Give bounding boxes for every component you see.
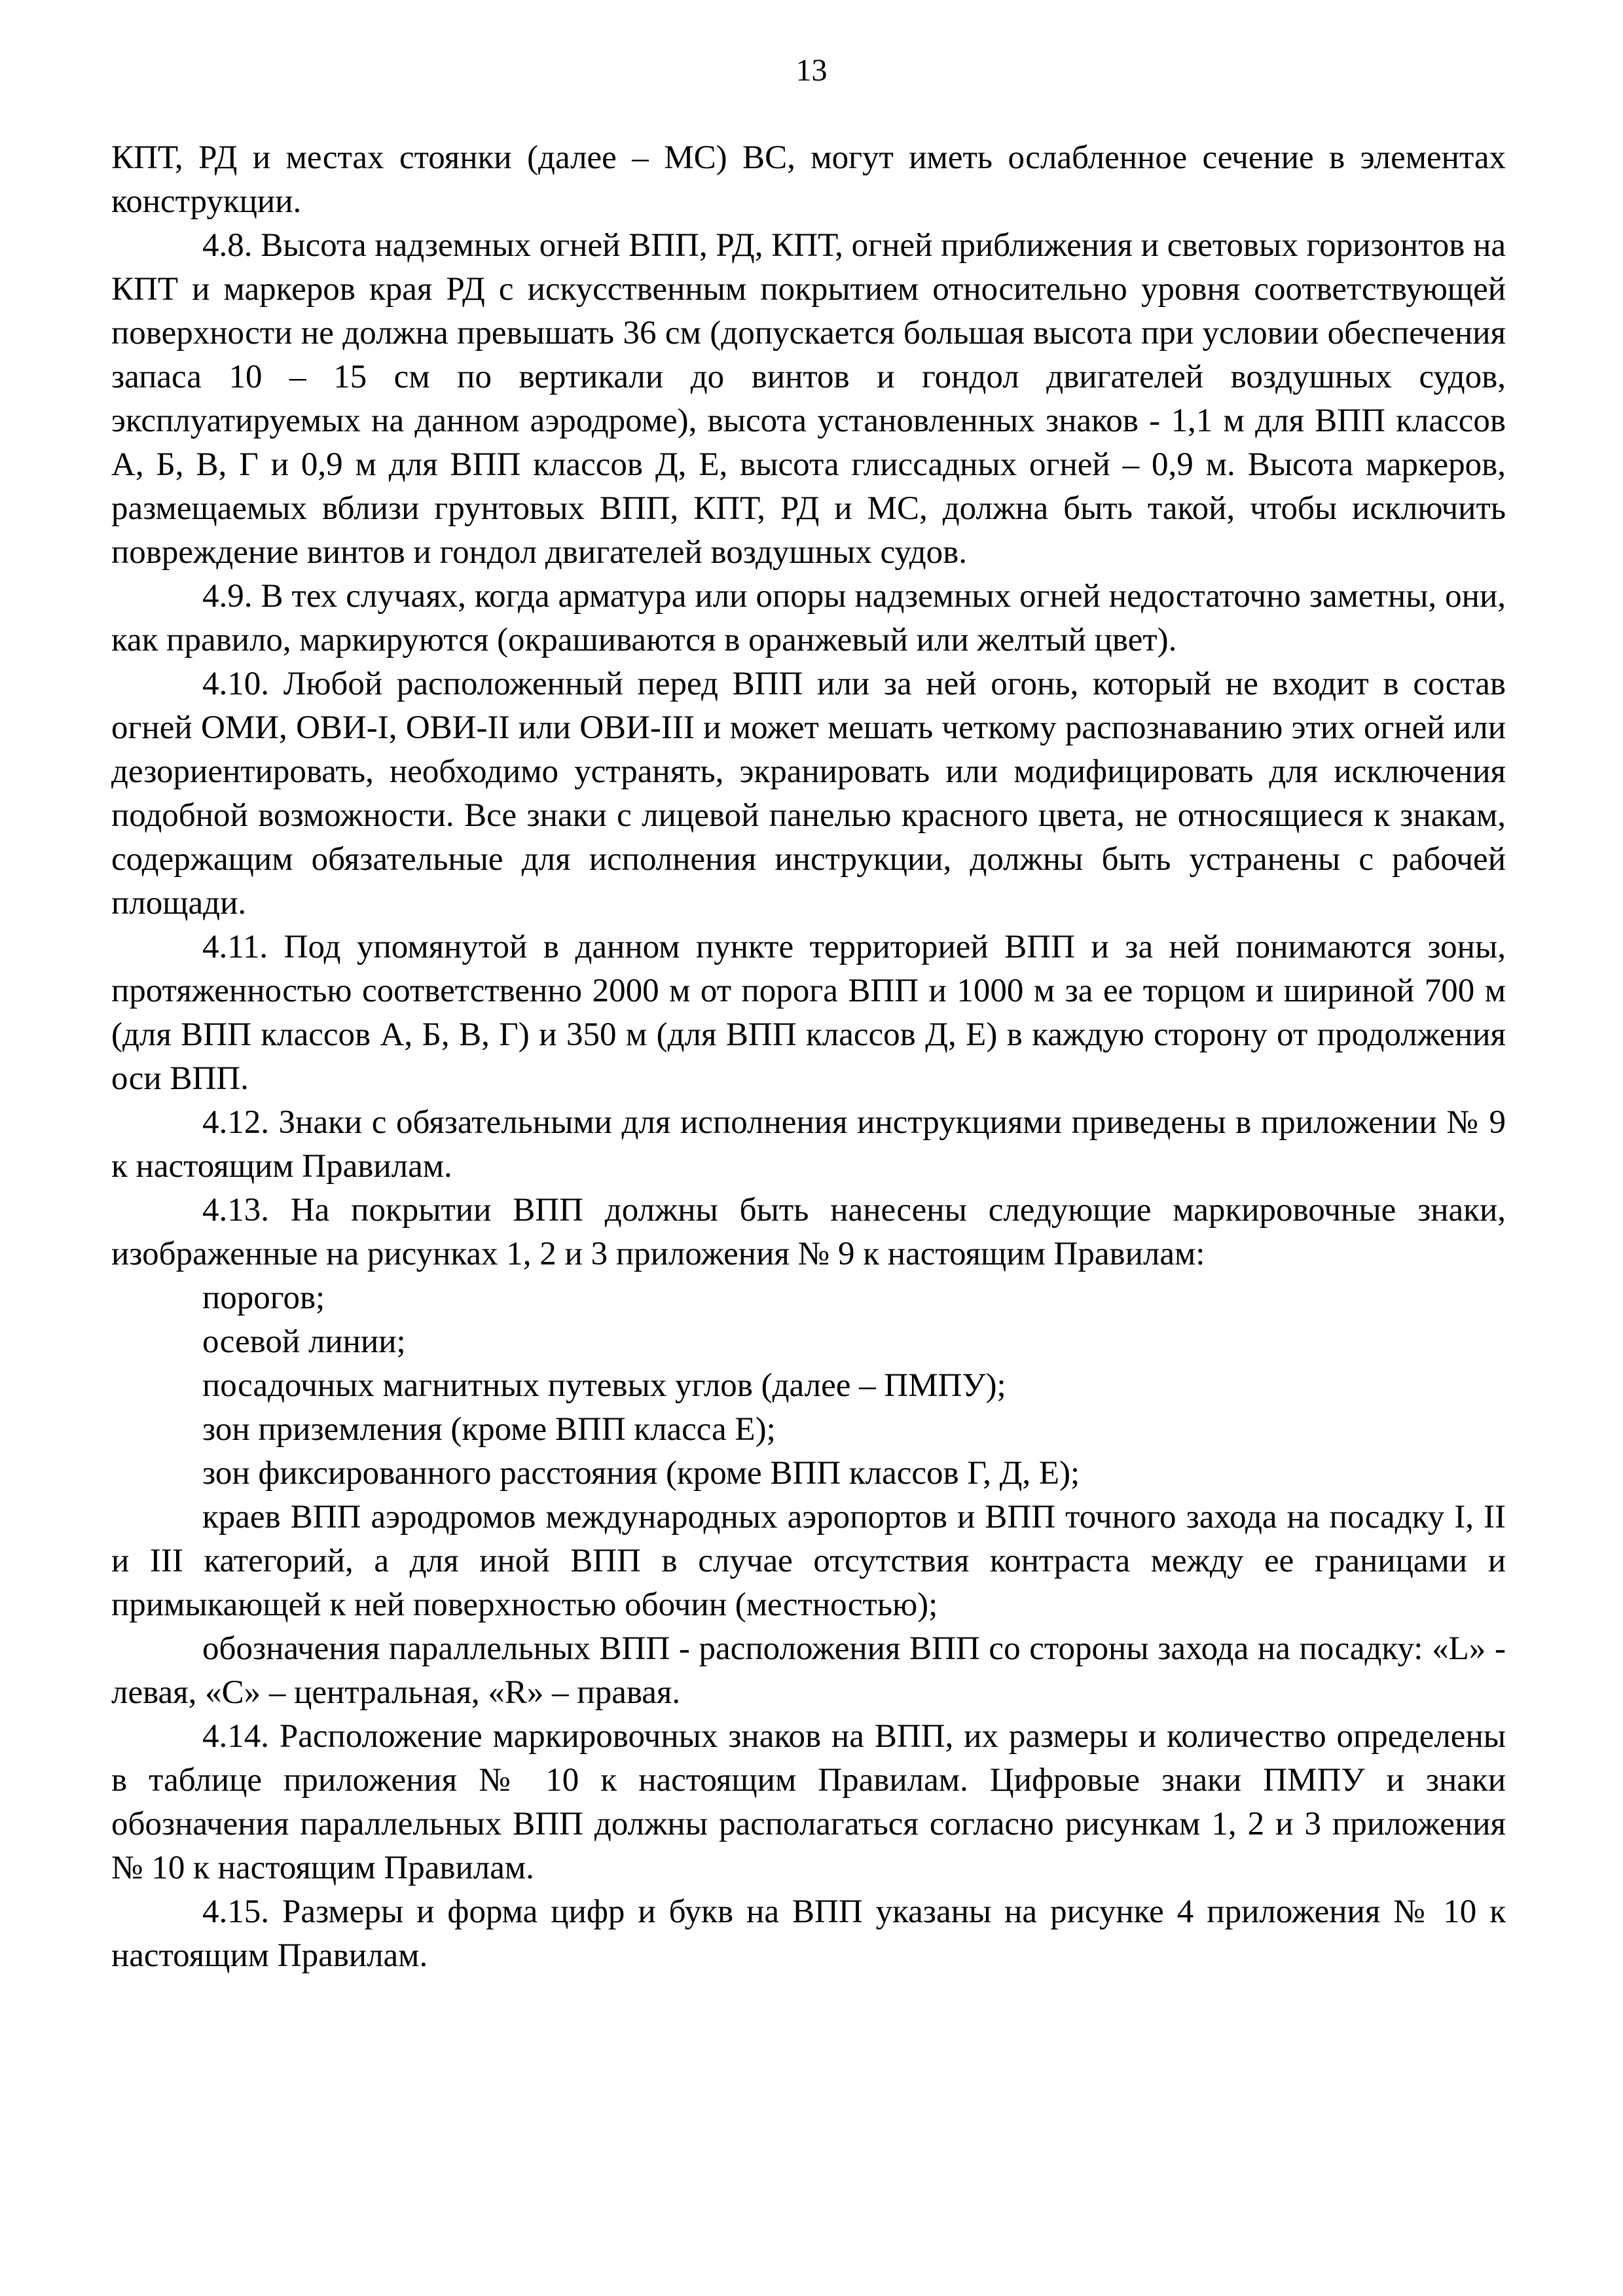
list-item: осевой линии; xyxy=(202,1323,406,1360)
page-number: 13 xyxy=(795,53,828,88)
list-item: зон приземления (кроме ВПП класса Е); xyxy=(202,1411,776,1448)
paragraph-continuation: КПТ, РД и местах стоянки (далее – МС) ВС, могут иметь ослабленное сечение в элементах конструкции. xyxy=(111,139,1506,220)
list-item: порогов; xyxy=(202,1280,325,1316)
paragraph-4-9: 4.9. В тех случаях, когда арматура или опоры надземных огней недостаточно заметны, они, как правило, маркируются (окрашиваются в оранжевый или желтый цвет). xyxy=(111,578,1506,658)
paragraph-4-8: 4.8. Высота надземных огней ВПП, РД, КПТ, огней приближения и световых горизонтов на КПТ и маркеров края РД с искусственным покрытием относительно уровня соответствующей поверхности не должна превышать 36 см (допускается большая высота при условии обеспечения запаса 10 – 15 см по вертикали до винтов и гондол двигателей воздушных судов, эксплуатируемых на данном аэродроме), высота установленных знаков - 1,1 м для ВПП классов А, Б, В, Г и 0,9 м для ВПП классов Д, Е, высота глиссадных огней – 0,9 м. Высота маркеров, размещаемых вблизи грунтовых ВПП, КПТ, РД и МС, должна быть такой, чтобы исключить повреждение винтов и гондол двигателей воздушных судов. xyxy=(111,227,1506,571)
document-body xyxy=(111,136,1506,1978)
paragraph-4-11: 4.11. Под упомянутой в данном пункте территорией ВПП и за ней понимаются зоны, протяженностью соответственно 2000 м от порога ВПП и 1000 м за ее торцом и шириной 700 м (для ВПП классов А, Б, В, Г) и 350 м (для ВПП классов Д, Е) в каждую сторону от продолжения оси ВПП. xyxy=(111,929,1506,1097)
list-item: краев ВПП аэродромов международных аэропортов и ВПП точного захода на посадку I, II и III категорий, а для иной ВПП в случае отсутствия контраста между ее границами и примыкающей к ней поверхностью обочин (местностью); xyxy=(111,1499,1506,1623)
paragraph-4-12: 4.12. Знаки с обязательными для исполнения инструкциями приведены в приложении № 9 к настоящим Правилам. xyxy=(111,1104,1506,1185)
list-item: зон фиксированного расстояния (кроме ВПП классов Г, Д, Е); xyxy=(202,1455,1080,1492)
list-item: посадочных магнитных путевых углов (далее – ПМПУ); xyxy=(202,1367,1006,1404)
paragraph-4-14: 4.14. Расположение маркировочных знаков на ВПП, их размеры и количество определены в таблице приложения № 10 к настоящим Правилам. Цифровые знаки ПМПУ и знаки обозначения параллельных ВПП должны располагаться согласно рисункам 1, 2 и 3 приложения № 10 к настоящим Правилам. xyxy=(111,1718,1506,1886)
paragraph-4-13: 4.13. На покрытии ВПП должны быть нанесены следующие маркировочные знаки, изображенные на рисунках 1, 2 и 3 приложения № 9 к настоящим Правилам: xyxy=(111,1192,1506,1272)
list-item: обозначения параллельных ВПП - расположения ВПП со стороны захода на посадку: «L» - левая, «C» – центральная, «R» – правая. xyxy=(111,1630,1506,1711)
marking-list xyxy=(111,1276,1506,1715)
paragraph-4-15: 4.15. Размеры и форма цифр и букв на ВПП указаны на рисунке 4 приложения № 10 к настоящим Правилам. xyxy=(111,1893,1506,1974)
paragraph-4-10: 4.10. Любой расположенный перед ВПП или за ней огонь, который не входит в состав огней ОМИ, ОВИ-I, ОВИ-II или ОВИ-III и может мешать четкому распознаванию этих огней или дезориентировать, необходимо устранять, экранировать или модифицировать для исключения подобной возможности. Все знаки с лицевой панелью красного цвета, не относящиеся к знакам, содержащим обязательные для исполнения инструкции, должны быть устранены с рабочей площади. xyxy=(111,666,1506,922)
